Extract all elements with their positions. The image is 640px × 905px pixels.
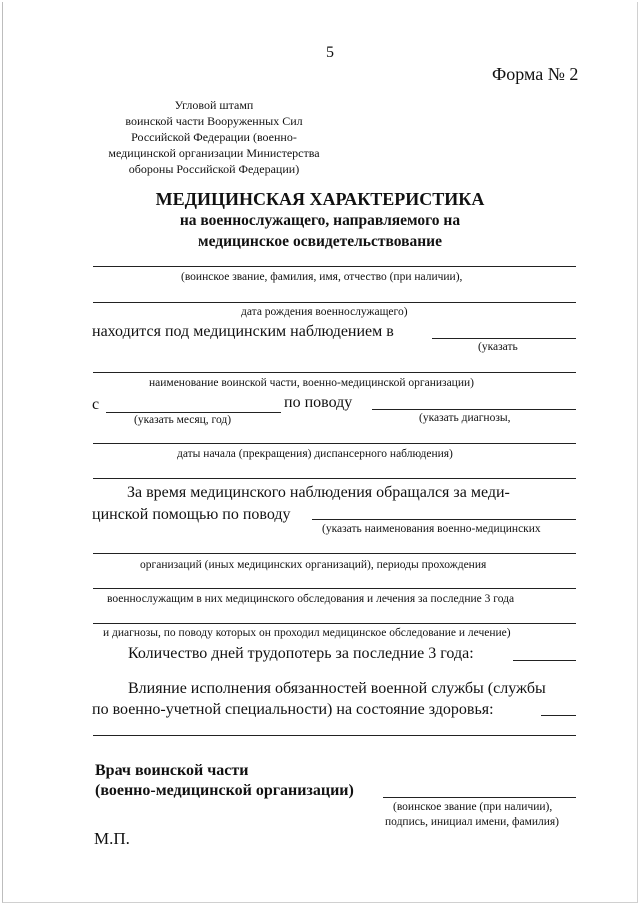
month-year-field-line[interactable] <box>106 412 281 413</box>
seal-label: М.П. <box>94 829 130 848</box>
unit-name-caption: наименование воинской части, военно-медицинской организации) <box>149 377 474 389</box>
doctor-title: (военно-медицинской организации) <box>95 782 354 799</box>
period-text-line: цинской помощью по поводу <box>92 506 291 523</box>
institutions-caption: (указать наименования военно-медицинских <box>322 523 541 535</box>
stamp-line: Российской Федерации (военно- <box>131 130 297 144</box>
doctor-title: Врач воинской части <box>95 762 249 779</box>
lost-days-field-line[interactable] <box>513 660 576 661</box>
exam-caption: военнослужащим в них медицинского обследования и лечения за последние 3 года <box>107 593 515 605</box>
about-label: по поводу <box>284 394 353 411</box>
document-title: МЕДИЦИНСКАЯ ХАРАКТЕРИСТИКА <box>155 189 485 209</box>
document-subtitle: на военнослужащего, направляемого на <box>179 212 461 229</box>
indicate-caption: (указать <box>478 341 518 353</box>
page-number: 5 <box>326 44 334 61</box>
unit-name-field-line[interactable] <box>93 372 576 373</box>
periods-field-line[interactable] <box>93 588 576 589</box>
birth-date-field-line[interactable] <box>93 302 576 303</box>
signature-caption: (воинское звание (при наличии), <box>393 801 553 813</box>
birth-date-caption: дата рождения военнослужащего) <box>241 306 408 318</box>
exam-field-line[interactable] <box>93 623 576 624</box>
stamp-line: медицинской организации Министерства <box>108 146 320 160</box>
observation-text: находится под медицинским наблюдением в <box>92 323 394 340</box>
signature-field-line[interactable] <box>383 797 576 798</box>
document-subtitle: медицинское освидетельствование <box>198 233 442 250</box>
reason-field-line[interactable] <box>312 519 576 520</box>
stamp-line: воинской части Вооруженных Сил <box>125 114 303 128</box>
stamp-line: Угловой штамп <box>174 98 254 112</box>
diagnoses-caption: (указать диагнозы, <box>419 412 511 424</box>
observation-place-field-line[interactable] <box>432 338 576 339</box>
signature-caption: подпись, инициал имени, фамилия) <box>385 816 560 828</box>
month-year-caption: (указать месяц, год) <box>134 414 232 426</box>
diagnoses-exam-caption: и диагнозы, по поводу которых он проходил медицинское обследование и лечение) <box>103 627 511 639</box>
institutions-field-line[interactable] <box>93 553 576 554</box>
dispensary-dates-field-line-2[interactable] <box>93 478 576 479</box>
period-text-line: За время медицинского наблюдения обращался за меди- <box>127 484 510 501</box>
influence-field-line[interactable] <box>541 715 576 716</box>
from-label: с <box>92 396 100 413</box>
other-orgs-caption: организаций (иных медицинских организаций), периоды прохождения <box>140 559 487 571</box>
lost-days-text: Количество дней трудопотерь за последние 3 года: <box>128 645 474 662</box>
rank-name-field-line[interactable] <box>93 266 576 267</box>
form-label: Форма № 2 <box>492 64 579 84</box>
dispensary-dates-caption: даты начала (прекращения) диспансерного наблюдения) <box>177 448 453 460</box>
influence-field-line-2[interactable] <box>93 735 576 736</box>
corner-stamp-block <box>98 97 330 177</box>
influence-text-line: Влияние исполнения обязанностей военной службы (службы <box>128 680 546 697</box>
rank-name-caption: (воинское звание, фамилия, имя, отчество (при наличии), <box>181 271 463 283</box>
dispensary-dates-field-line[interactable] <box>93 443 576 444</box>
influence-text-line: по военно-учетной специальности) на состояние здоровья: <box>92 701 494 718</box>
stamp-line: обороны Российской Федерации) <box>128 162 300 176</box>
diagnoses-field-line[interactable] <box>372 409 576 410</box>
